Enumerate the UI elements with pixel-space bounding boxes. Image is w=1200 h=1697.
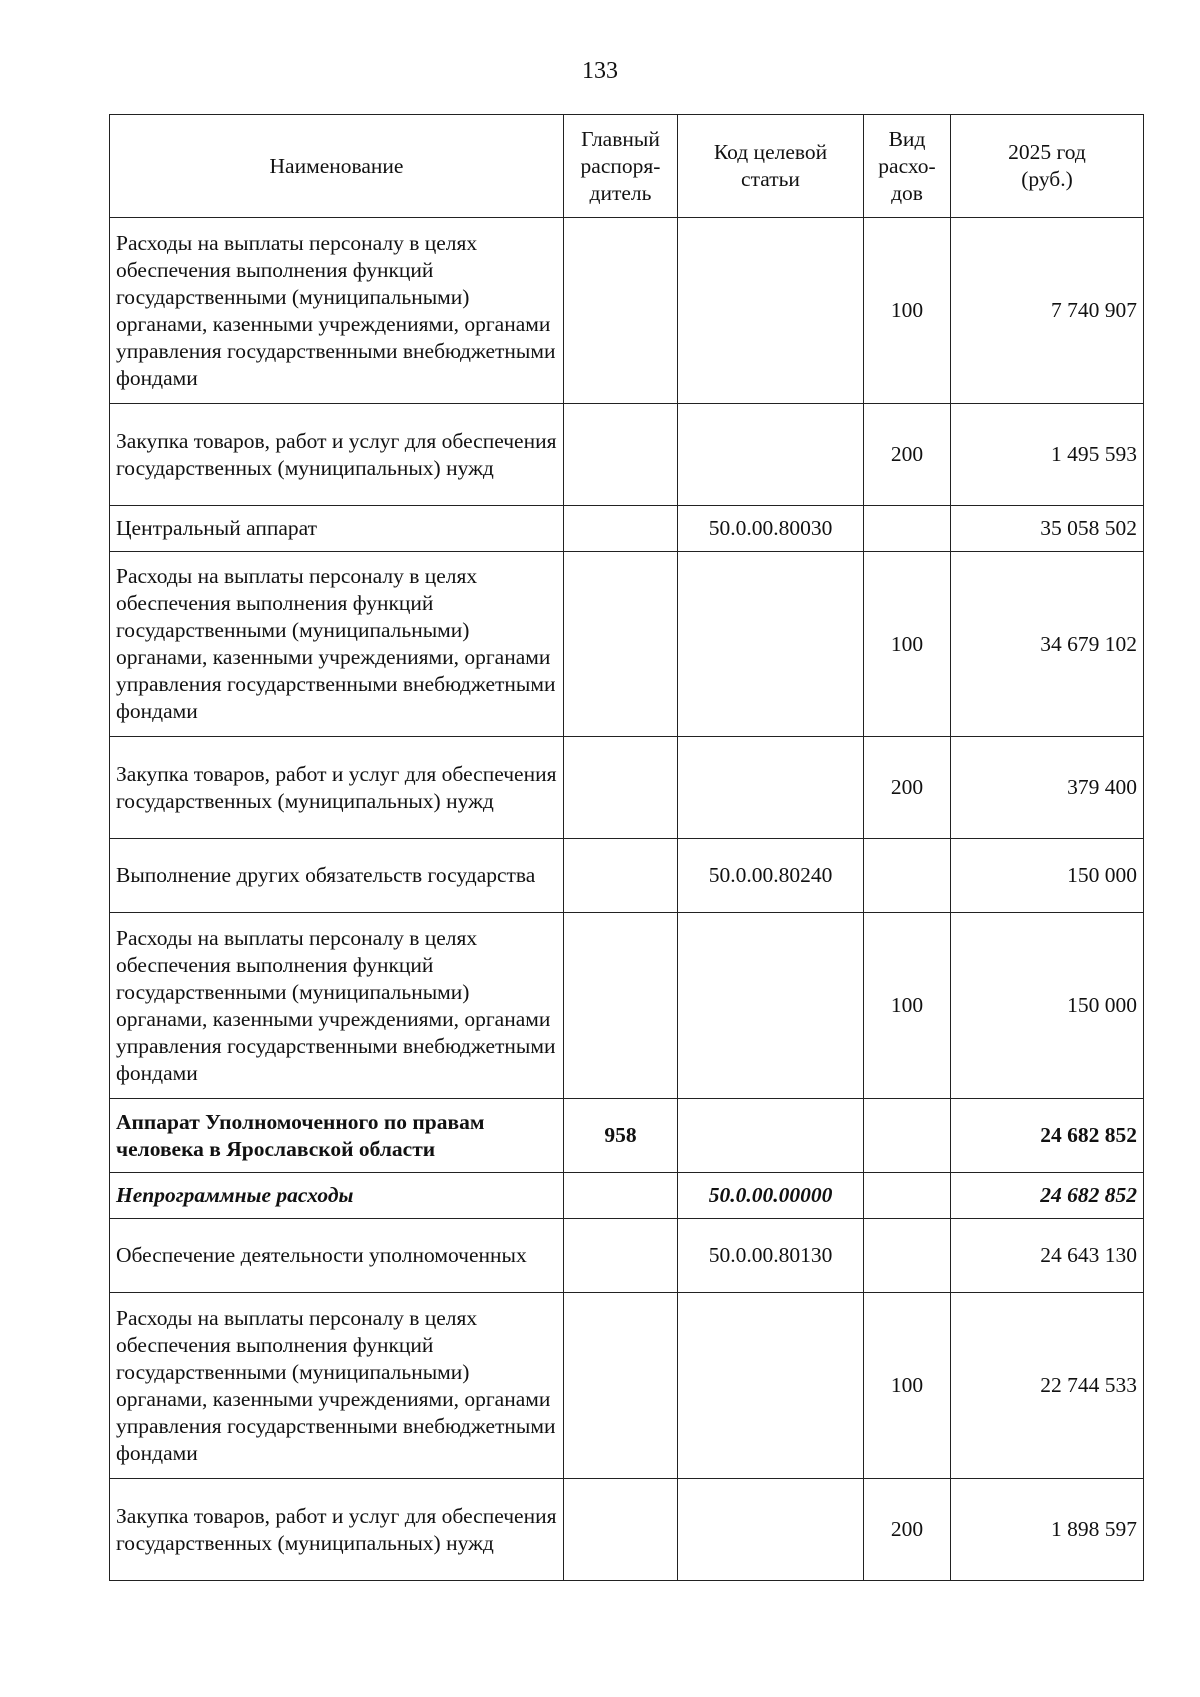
row-type: 200 xyxy=(864,404,951,506)
table-row xyxy=(110,1219,1144,1293)
row-sum: 34 679 102 xyxy=(951,552,1144,737)
row-type xyxy=(864,1173,951,1219)
table-row xyxy=(110,1099,1144,1173)
row-distributor xyxy=(564,737,678,839)
row-distributor: 958 xyxy=(564,1099,678,1173)
row-sum: 150 000 xyxy=(951,839,1144,913)
row-name: Расходы на выплаты персоналу в целях обеспечения выполнения функций государственными (муниципальными) органами, казенными учреждениями, органами управления государственными внебюджетными фондами xyxy=(110,1293,564,1479)
row-type: 100 xyxy=(864,218,951,404)
row-code xyxy=(678,404,864,506)
table-row xyxy=(110,839,1144,913)
row-sum: 35 058 502 xyxy=(951,506,1144,552)
row-distributor xyxy=(564,552,678,737)
row-distributor xyxy=(564,1479,678,1581)
row-sum: 22 744 533 xyxy=(951,1293,1144,1479)
header-distributor: Главный распоря- дитель xyxy=(564,115,678,218)
row-type xyxy=(864,1099,951,1173)
row-name: Расходы на выплаты персоналу в целях обеспечения выполнения функций государственными (муниципальными) органами, казенными учреждениями, органами управления государственными внебюджетными фондами xyxy=(110,218,564,404)
row-code: 50.0.00.80030 xyxy=(678,506,864,552)
row-sum: 24 682 852 xyxy=(951,1173,1144,1219)
budget-table xyxy=(109,114,1144,1581)
row-type: 100 xyxy=(864,1293,951,1479)
row-name: Обеспечение деятельности уполномоченных xyxy=(110,1219,564,1293)
row-distributor xyxy=(564,1173,678,1219)
row-sum: 24 643 130 xyxy=(951,1219,1144,1293)
header-name: Наименование xyxy=(110,115,564,218)
row-name: Центральный аппарат xyxy=(110,506,564,552)
header-code: Код целевой статьи xyxy=(678,115,864,218)
row-distributor xyxy=(564,218,678,404)
row-distributor xyxy=(564,506,678,552)
row-name: Выполнение других обязательств государства xyxy=(110,839,564,913)
row-sum: 379 400 xyxy=(951,737,1144,839)
row-sum: 7 740 907 xyxy=(951,218,1144,404)
row-type: 100 xyxy=(864,552,951,737)
table-row xyxy=(110,404,1144,506)
table-row xyxy=(110,506,1144,552)
row-sum: 1 898 597 xyxy=(951,1479,1144,1581)
row-distributor xyxy=(564,839,678,913)
row-distributor xyxy=(564,913,678,1099)
row-code xyxy=(678,737,864,839)
row-distributor xyxy=(564,1219,678,1293)
table-header-row xyxy=(110,115,1144,218)
row-type xyxy=(864,1219,951,1293)
row-code xyxy=(678,1479,864,1581)
row-code: 50.0.00.00000 xyxy=(678,1173,864,1219)
header-type: Вид расхо- дов xyxy=(864,115,951,218)
row-code xyxy=(678,218,864,404)
row-name: Аппарат Уполномоченного по правам человека в Ярославской области xyxy=(110,1099,564,1173)
row-type: 200 xyxy=(864,1479,951,1581)
table-row xyxy=(110,1173,1144,1219)
row-type: 200 xyxy=(864,737,951,839)
header-sum: 2025 год (руб.) xyxy=(951,115,1144,218)
row-sum: 150 000 xyxy=(951,913,1144,1099)
row-distributor xyxy=(564,404,678,506)
row-code xyxy=(678,913,864,1099)
row-sum: 1 495 593 xyxy=(951,404,1144,506)
row-sum: 24 682 852 xyxy=(951,1099,1144,1173)
row-code xyxy=(678,1293,864,1479)
row-distributor xyxy=(564,1293,678,1479)
row-name: Непрограммные расходы xyxy=(110,1173,564,1219)
row-type: 100 xyxy=(864,913,951,1099)
row-name: Закупка товаров, работ и услуг для обеспечения государственных (муниципальных) нужд xyxy=(110,737,564,839)
row-type xyxy=(864,839,951,913)
row-code xyxy=(678,552,864,737)
row-code xyxy=(678,1099,864,1173)
row-name: Расходы на выплаты персоналу в целях обеспечения выполнения функций государственными (муниципальными) органами, казенными учреждениями, органами управления государственными внебюджетными фондами xyxy=(110,552,564,737)
row-name: Расходы на выплаты персоналу в целях обеспечения выполнения функций государственными (муниципальными) органами, казенными учреждениями, органами управления государственными внебюджетными фондами xyxy=(110,913,564,1099)
table-row xyxy=(110,1293,1144,1479)
table-row xyxy=(110,218,1144,404)
row-code: 50.0.00.80240 xyxy=(678,839,864,913)
row-name: Закупка товаров, работ и услуг для обеспечения государственных (муниципальных) нужд xyxy=(110,404,564,506)
page-number: 133 xyxy=(582,58,618,84)
table-row xyxy=(110,1479,1144,1581)
table-row xyxy=(110,913,1144,1099)
row-code: 50.0.00.80130 xyxy=(678,1219,864,1293)
table-row xyxy=(110,552,1144,737)
row-name: Закупка товаров, работ и услуг для обеспечения государственных (муниципальных) нужд xyxy=(110,1479,564,1581)
table-row xyxy=(110,737,1144,839)
row-type xyxy=(864,506,951,552)
